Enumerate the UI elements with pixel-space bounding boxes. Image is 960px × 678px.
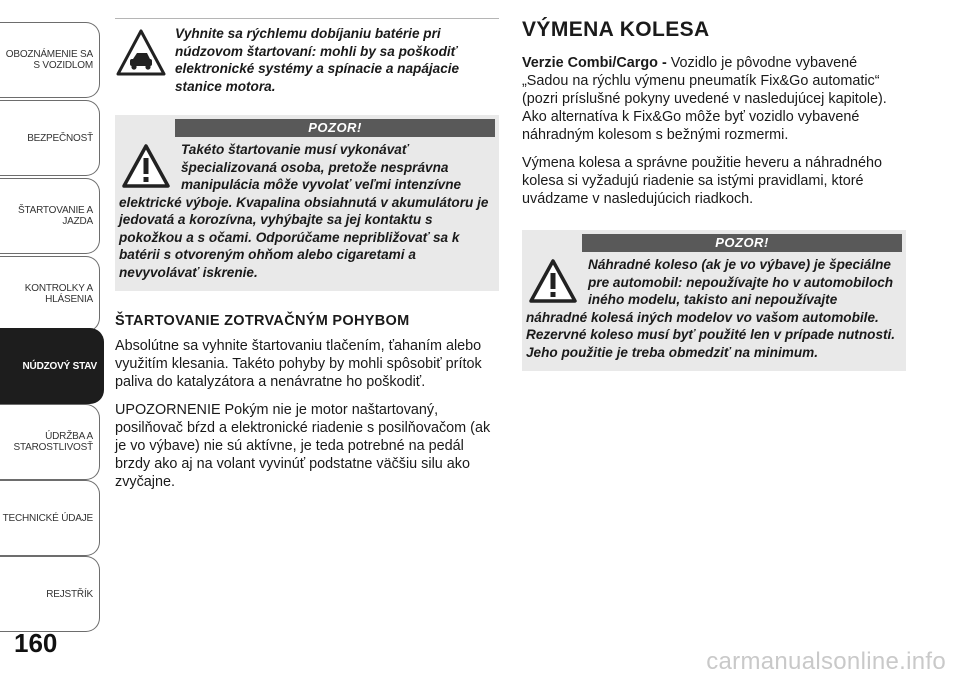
tab-bezpecnost[interactable]: BEZPEČNOSŤ <box>0 100 100 176</box>
warning-header: POZOR! <box>175 119 495 137</box>
tab-nudzovy-stav[interactable]: NÚDZOVÝ STAV <box>0 328 104 404</box>
car-caution-icon <box>115 28 167 78</box>
page-number: 160 <box>14 628 58 658</box>
paragraph: Výmena kolesa a správne použitie heveru a náhradného kolesa si vyžadujú riadenie sa istými pravidlami, ktoré uvádzame v nasledujúcich riadkoch. <box>522 155 883 207</box>
paragraph-notice: UPOZORNENIE Pokým nie je motor naštartovaný, posilňovač bŕzd a elektronické riadenie s posilňovačom (ak je vo výbave) nie sú aktívne, je teda potrebné na pedál brzdy ako aj na volant vyvinúť podstatne väčšiu silu ako zvyčajne. <box>115 402 491 490</box>
tab-kontrolky[interactable]: KONTROLKY A HLÁSENIA <box>0 256 100 332</box>
tab-technicke-udaje[interactable]: TECHNICKÉ ÚDAJE <box>0 480 100 556</box>
tab-obeznamenie[interactable]: OBOZNÁMENIE SA S VOZIDLOM <box>0 22 100 98</box>
left-column <box>115 18 499 501</box>
paragraph <box>522 54 906 144</box>
caution-note: Vyhnite sa rýchlemu dobíjaniu batérie pri núdzovom štartovaní: mohli by sa poškodiť elektronické systémy a spínacie a napájacie stanice motora. <box>115 25 499 95</box>
warning-box <box>522 230 906 371</box>
watermark[interactable]: carmanualsonline.info <box>706 648 946 675</box>
page-title: VÝMENA KOLESA <box>522 18 710 41</box>
tab-startovanie[interactable]: ŠTARTOVANIE A JAZDA <box>0 178 100 254</box>
section-title: ŠTARTOVANIE ZOTRVAČNÝM POHYBOM <box>115 313 410 329</box>
paragraph-lead: Verzie Combi/Cargo - <box>522 55 667 71</box>
tab-udrzba[interactable]: ÚDRŽBA A STAROSTLIVOSŤ <box>0 404 100 480</box>
paragraph: Absolútne sa vyhnite štartovaniu tlačením, ťahaním alebo využitím klesania. Takéto pohyby by mohli spôsobiť prítok paliva do katalyzátora a nenávratne ho poškodiť. <box>115 338 482 390</box>
warning-triangle-icon <box>528 258 578 304</box>
divider <box>115 18 499 19</box>
warning-header: POZOR! <box>582 234 902 252</box>
warning-triangle-icon <box>121 143 171 189</box>
paragraph-text: Vozidlo je pôvodne vybavené „Sadou na rýchlu výmenu pneumatík Fix&Go automatic“ (pozri príslušné pokyny uvedené v nasledujúcej kapitole). Ako alternatíva k Fix&Go môže byť vozidlo vybavené náhradným kolesom s bežnými rozmermi. <box>522 55 887 143</box>
warning-text: Náhradné koleso (ak je vo výbave) je špeciálne pre automobil: nepoužívajte ho v automobiloch iného modelu, takisto ani nepoužívajte náhradné kolesá iných modelov vo vašom automobile. Rezervné koleso musí byť použité len v prípade nutnosti. Jeho použitie je treba obmedziť na minimum. <box>526 257 896 360</box>
right-column <box>522 18 906 371</box>
warning-box <box>115 115 499 291</box>
tab-rejstrik[interactable]: REJSTŘÍK <box>0 556 100 632</box>
warning-text: Takéto štartovanie musí vykonávať špecializovaná osoba, pretože nesprávna manipulácia môže vyvolať veľmi intenzívne elektrické výboje. Kvapalina obsiahnutá v akumulátoru je jedovatá a korozívna, vyhýbajte sa jej kontaktu s pokožkou a s očami. Odporúčame nepribližovať sa k batérii s otvoreným ohňom alebo cigaretami a nevyvolávať iskrenie. <box>119 142 489 280</box>
